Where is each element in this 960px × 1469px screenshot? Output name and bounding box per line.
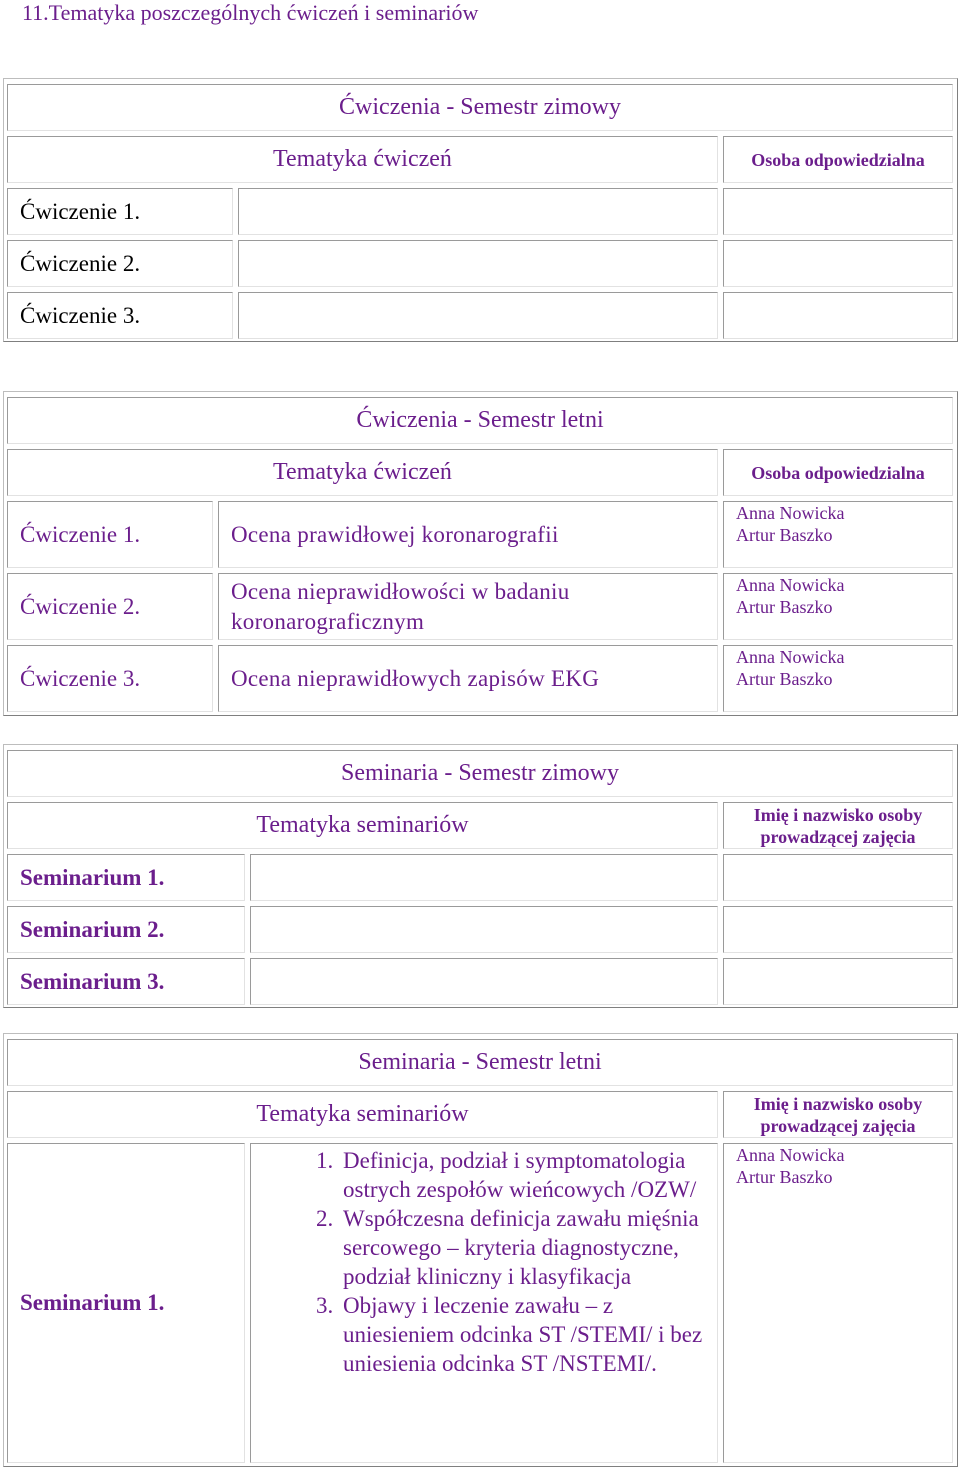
row-label: Seminarium 2. [7,906,245,953]
column-header-person-line: prowadzącej zajęcia [760,1115,916,1136]
person-name: Artur Baszko [736,525,833,545]
row-label: Seminarium 1. [7,854,245,901]
person-cell [723,240,953,287]
table-title: Seminaria - Semestr letni [7,1039,953,1086]
topic-cell: Ocena prawidłowej koronarografii [218,501,718,568]
person-name: Artur Baszko [736,669,833,689]
topic-cell: Ocena nieprawidłowości w badaniu koronarograficznym [218,573,718,640]
topic-cell [250,958,718,1005]
person-name: Artur Baszko [736,597,833,617]
row-label: Seminarium 1. [7,1143,245,1463]
person-name: Artur Baszko [736,1167,833,1187]
column-header-person: Osoba odpowiedzialna [723,449,953,496]
person-cell [723,645,953,712]
column-header-person [723,802,953,849]
list-item: 1. Definicja, podział i symptomatologia ostrych zespołów wieńcowych /OZW/ [339,1146,703,1204]
column-header-person: Osoba odpowiedzialna [723,136,953,183]
winter-seminars-table [3,744,958,1008]
list-item: 2. Współczesna definicja zawału mięśnia sercowego – kryteria diagnostyczne, podział kliniczny i klasyfikacja [339,1204,703,1291]
person-name: Anna Nowicka [736,1145,845,1165]
topic-cell [250,906,718,953]
column-header-topic: Tematyka seminariów [7,1091,718,1138]
person-name: Anna Nowicka [736,503,845,523]
table-title: Ćwiczenia - Semestr letni [7,397,953,444]
topic-cell [238,188,718,235]
person-cell [723,188,953,235]
section-heading: 11.Tematyka poszczególnych ćwiczeń i seminariów [22,0,479,25]
table-title: Ćwiczenia - Semestr zimowy [7,84,953,131]
column-header-person [723,1091,953,1138]
topic-cell [238,240,718,287]
row-label: Ćwiczenie 3. [7,292,233,339]
column-header-person-line: Imię i nazwisko osoby [753,1093,923,1114]
row-label: Ćwiczenie 2. [7,240,233,287]
summer-exercises-table [3,391,958,716]
topic-cell [250,1143,718,1463]
row-label: Ćwiczenie 1. [7,501,213,568]
column-header-topic: Tematyka ćwiczeń [7,449,718,496]
topic-cell [238,292,718,339]
summer-seminars-table [3,1033,958,1467]
row-label: Ćwiczenie 2. [7,573,213,640]
column-header-person-line: prowadzącej zajęcia [760,826,916,847]
person-cell [723,906,953,953]
column-header-topic: Tematyka seminariów [7,802,718,849]
person-cell [723,854,953,901]
person-cell [723,573,953,640]
list-item: 3. Objawy i leczenie zawału – z uniesieniem odcinka ST /STEMI/ i bez uniesienia odcinka ST /NSTEMI/. [339,1291,703,1378]
row-label: Seminarium 3. [7,958,245,1005]
person-name: Anna Nowicka [736,647,845,667]
person-cell [723,958,953,1005]
seminar-topic-list [251,1146,717,1378]
winter-exercises-table [3,78,958,342]
row-label: Ćwiczenie 1. [7,188,233,235]
person-cell [723,501,953,568]
column-header-topic: Tematyka ćwiczeń [7,136,718,183]
topic-cell: Ocena nieprawidłowych zapisów EKG [218,645,718,712]
person-cell [723,1143,953,1463]
table-title: Seminaria - Semestr zimowy [7,750,953,797]
person-cell [723,292,953,339]
topic-cell [250,854,718,901]
column-header-person-line: Imię i nazwisko osoby [753,804,923,825]
row-label: Ćwiczenie 3. [7,645,213,712]
person-name: Anna Nowicka [736,575,845,595]
